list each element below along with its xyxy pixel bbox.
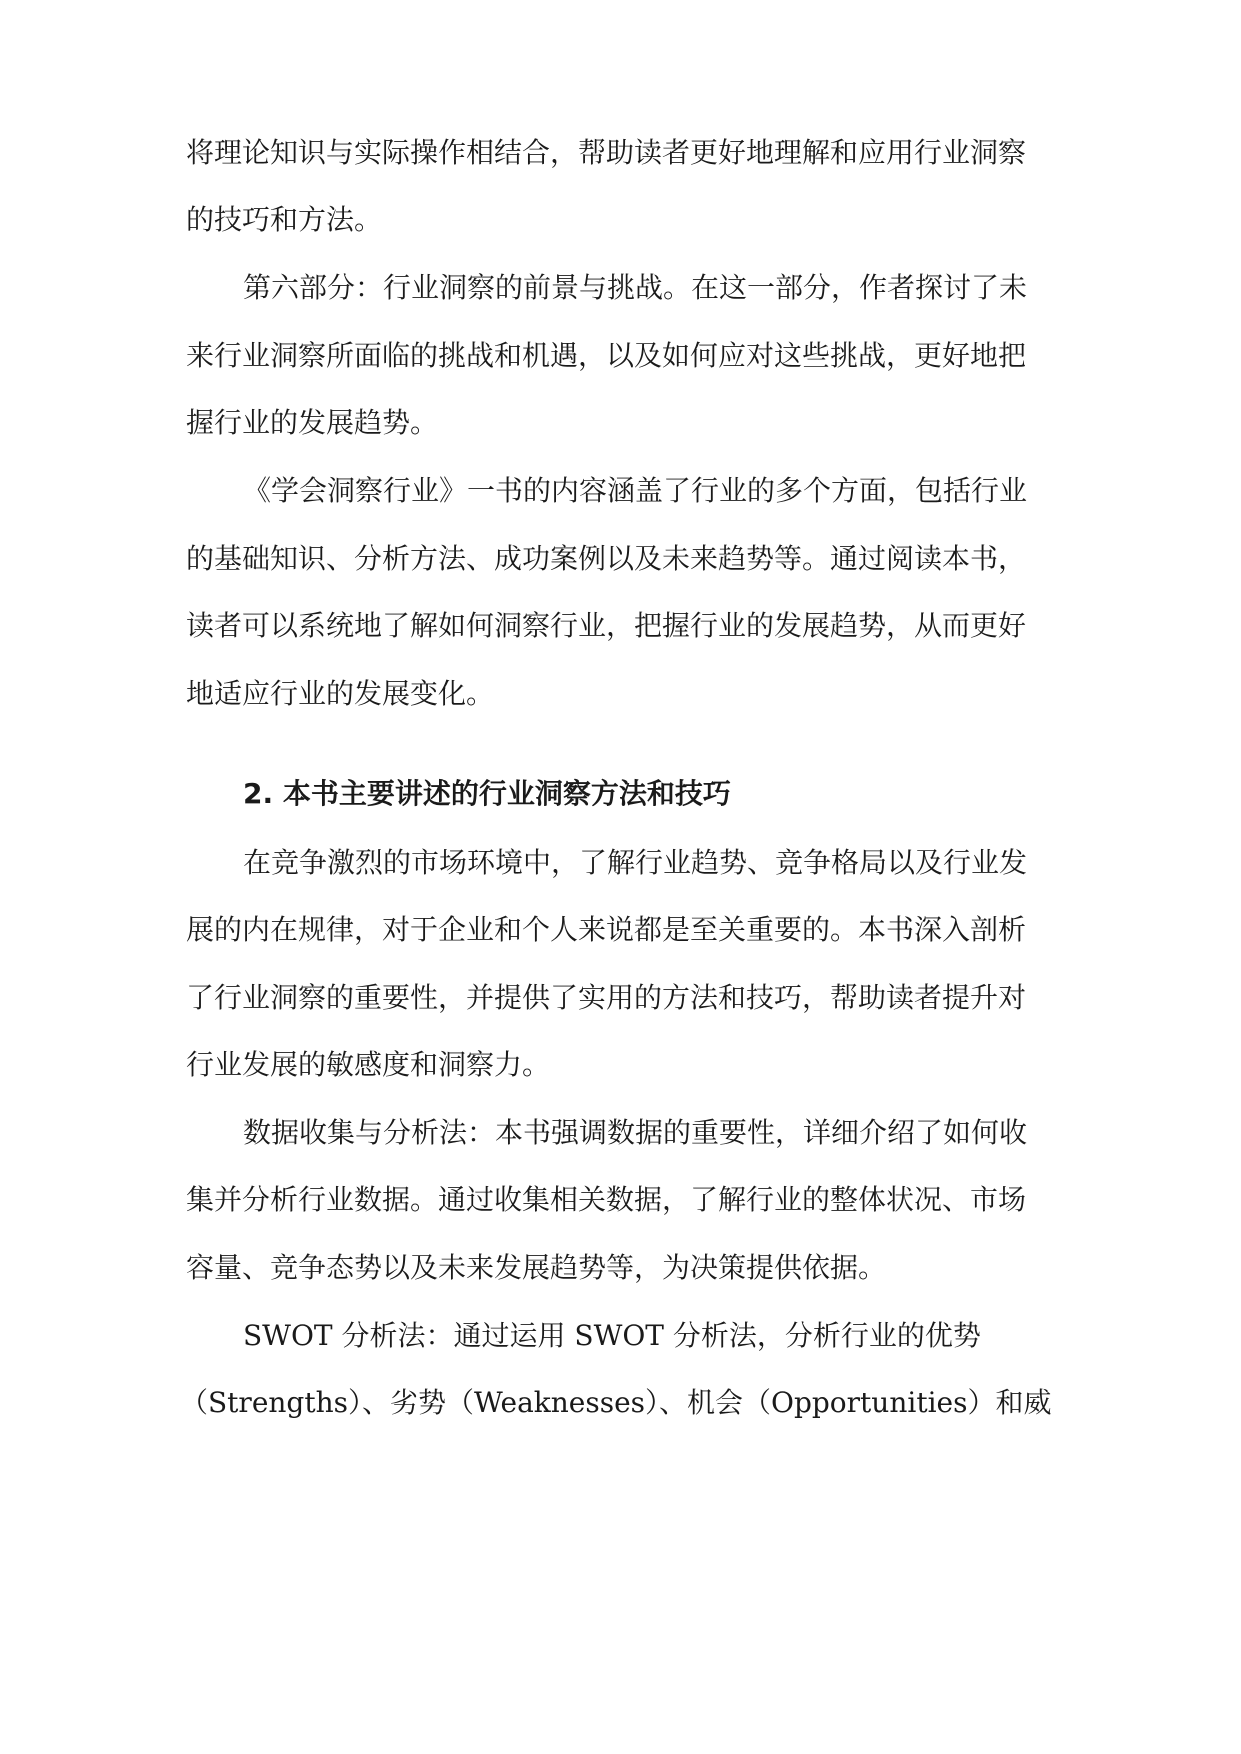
text-line: 的基础知识、分析方法、成功案例以及未来趋势等。通过阅读本书， bbox=[186, 542, 1027, 575]
text-line: 地适应行业的发展变化。 bbox=[186, 677, 495, 710]
text-line: 集并分析行业数据。通过收集相关数据，了解行业的整体状况、市场 bbox=[186, 1183, 1027, 1216]
text-line: 握行业的发展趋势。 bbox=[186, 406, 439, 439]
text-line: 《学会洞察行业》一书的内容涵盖了行业的多个方面，包括行业 bbox=[243, 474, 1028, 507]
text-line: 的技巧和方法。 bbox=[186, 203, 383, 236]
text-line: SWOT 分析法：通过运用 SWOT 分析法，分析行业的优势 bbox=[243, 1319, 981, 1352]
text-line: 容量、竞争态势以及未来发展趋势等，为决策提供依据。 bbox=[186, 1251, 887, 1284]
text-line: 将理论知识与实际操作相结合，帮助读者更好地理解和应用行业洞察 bbox=[186, 136, 1027, 169]
text-line: （Strengths）、劣势（Weaknesses）、机会（Opportunities）和威 bbox=[180, 1386, 1052, 1419]
text-line: 第六部分：行业洞察的前景与挑战。在这一部分，作者探讨了未 bbox=[243, 271, 1028, 304]
text-line: 来行业洞察所面临的挑战和机遇，以及如何应对这些挑战，更好地把 bbox=[186, 339, 1027, 372]
text-line: 数据收集与分析法：本书强调数据的重要性，详细介绍了如何收 bbox=[243, 1116, 1028, 1149]
text-line: 行业发展的敏感度和洞察力。 bbox=[186, 1048, 551, 1081]
text-line: 在竞争激烈的市场环境中，了解行业趋势、竞争格局以及行业发 bbox=[243, 846, 1028, 879]
section-heading: 2. 本书主要讲述的行业洞察方法和技巧 bbox=[243, 777, 731, 810]
text-line: 了行业洞察的重要性，并提供了实用的方法和技巧，帮助读者提升对 bbox=[186, 981, 1027, 1014]
text-line: 展的内在规律，对于企业和个人来说都是至关重要的。本书深入剖析 bbox=[186, 913, 1027, 946]
text-line: 读者可以系统地了解如何洞察行业，把握行业的发展趋势，从而更好 bbox=[186, 609, 1027, 642]
